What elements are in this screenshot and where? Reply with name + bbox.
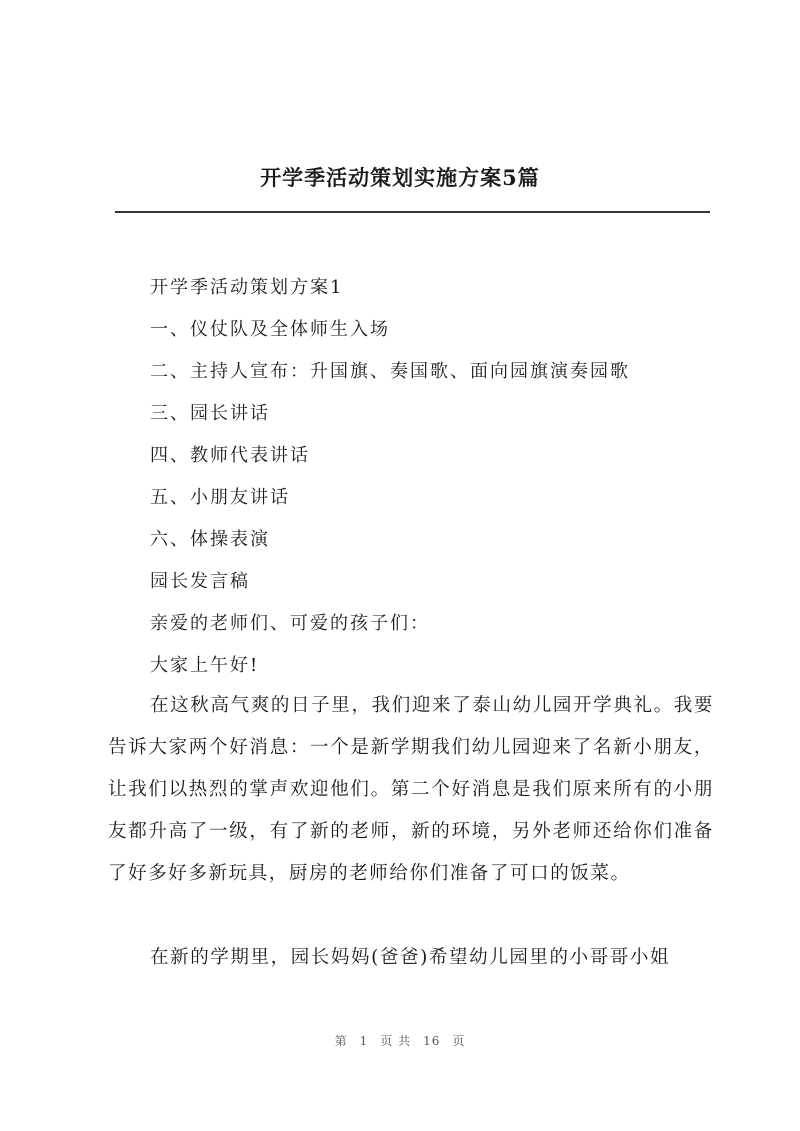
page-footer xyxy=(0,1032,800,1049)
program-item: 二、主持人宣布：升国旗、奏国歌、面向园旗演奏园歌 xyxy=(150,361,630,382)
program-item: 六、体操表演 xyxy=(150,529,270,550)
page-title: 开学季活动策划实施方案5篇 xyxy=(260,165,540,190)
speech-title: 园长发言稿 xyxy=(150,571,250,592)
speech-salutation: 亲爱的老师们、可爱的孩子们： xyxy=(150,613,430,634)
title-divider xyxy=(115,211,710,213)
body-paragraph: 在新的学期里，园长妈妈(爸爸)希望幼儿园里的小哥哥小姐 xyxy=(150,947,671,968)
program-item: 五、小朋友讲话 xyxy=(150,487,290,508)
section-heading: 开学季活动策划方案1 xyxy=(150,277,344,298)
program-item: 一、仪仗队及全体师生入场 xyxy=(150,319,390,340)
footer-total-pages: 16 xyxy=(423,1034,441,1048)
program-item: 四、教师代表讲话 xyxy=(150,445,310,466)
body-paragraph: 在这秋高气爽的日子里，我们迎来了泰山幼儿园开学典礼。我要告诉大家两个好消息：一个是新学期我们幼儿园迎来了名新小朋友，让我们以热烈的掌声欢迎他们。第二个好消息是我们原来所有的小朋友都升高了一级，有了新的老师，新的环境，另外老师还给你们准备了好多好多新玩具，厨房的老师给你们准备了可口的饭菜。 xyxy=(108,695,714,884)
program-item: 三、园长讲话 xyxy=(150,403,270,424)
footer-page-number: 1 xyxy=(359,1034,369,1048)
footer-prefix: 第 xyxy=(334,1034,348,1048)
footer-suffix: 页 xyxy=(452,1034,466,1048)
speech-greeting: 大家上午好! xyxy=(150,655,260,676)
footer-mid: 页 共 xyxy=(380,1034,412,1048)
